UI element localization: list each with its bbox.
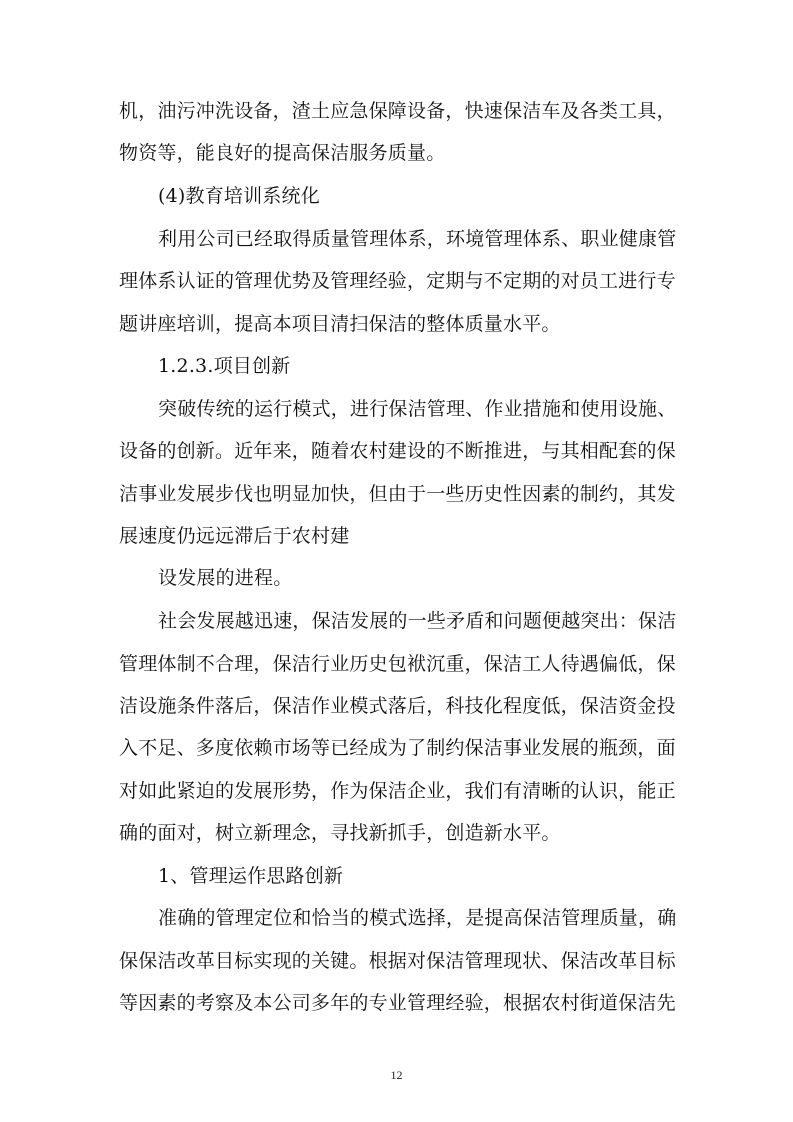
text-line: 利用公司已经取得质量管理体系，环境管理体系、职业健康管 <box>158 228 677 250</box>
text-line: 机，油污冲洗设备，渣土应急保障设备，快速保洁车及各类工具， <box>119 100 676 122</box>
page-number: 12 <box>390 1068 403 1082</box>
text-line: 准确的管理定位和恰当的模式选择，是提高保洁管理质量，确 <box>158 907 677 929</box>
text-line: 洁事业发展步伐也明显加快，但由于一些历史性因素的制约，其发 <box>119 483 676 505</box>
text-line: 管理体制不合理，保洁行业历史包袱沉重，保洁工人待遇偏低，保 <box>119 653 676 675</box>
text-line: 题讲座培训，提高本项目清扫保洁的整体质量水平。 <box>119 313 561 335</box>
section-heading: 1、管理运作思路创新 <box>158 865 344 887</box>
text-line: 社会发展越迅速，保洁发展的一些矛盾和问题便越突出：保洁 <box>158 610 677 632</box>
text-line: 确的面对，树立新理念，寻找新抓手，创造新水平。 <box>119 822 561 844</box>
text-line: 设备的创新。近年来，随着农村建设的不断推进，与其相配套的保 <box>119 440 676 462</box>
text-line: 等因素的考察及本公司多年的专业管理经验，根据农村街道保洁先 <box>119 992 676 1014</box>
section-heading: (4)教育培训系统化 <box>158 185 320 207</box>
text-line: 突破传统的运行模式，进行保洁管理、作业措施和使用设施、 <box>158 398 677 420</box>
text-line: 展速度仍远远滞后于农村建 <box>119 525 350 547</box>
text-line: 入不足、多度依赖市场等已经成为了制约保洁事业发展的瓶颈，面 <box>119 737 676 759</box>
text-line: 对如此紧迫的发展形势，作为保洁企业，我们有清晰的认识，能正 <box>119 780 676 802</box>
text-line: 设发展的进程。 <box>158 567 293 589</box>
section-heading: 1.2.3.项目创新 <box>158 355 291 377</box>
text-line: 物资等，能良好的提高保洁服务质量。 <box>119 142 446 164</box>
text-line: 洁设施条件落后，保洁作业模式落后，科技化程度低，保洁资金投 <box>119 695 676 717</box>
text-line: 保保洁改革目标实现的关键。根据对保洁管理现状、保洁改革目标 <box>119 950 676 972</box>
text-line: 理体系认证的管理优势及管理经验，定期与不定期的对员工进行专 <box>119 270 676 292</box>
